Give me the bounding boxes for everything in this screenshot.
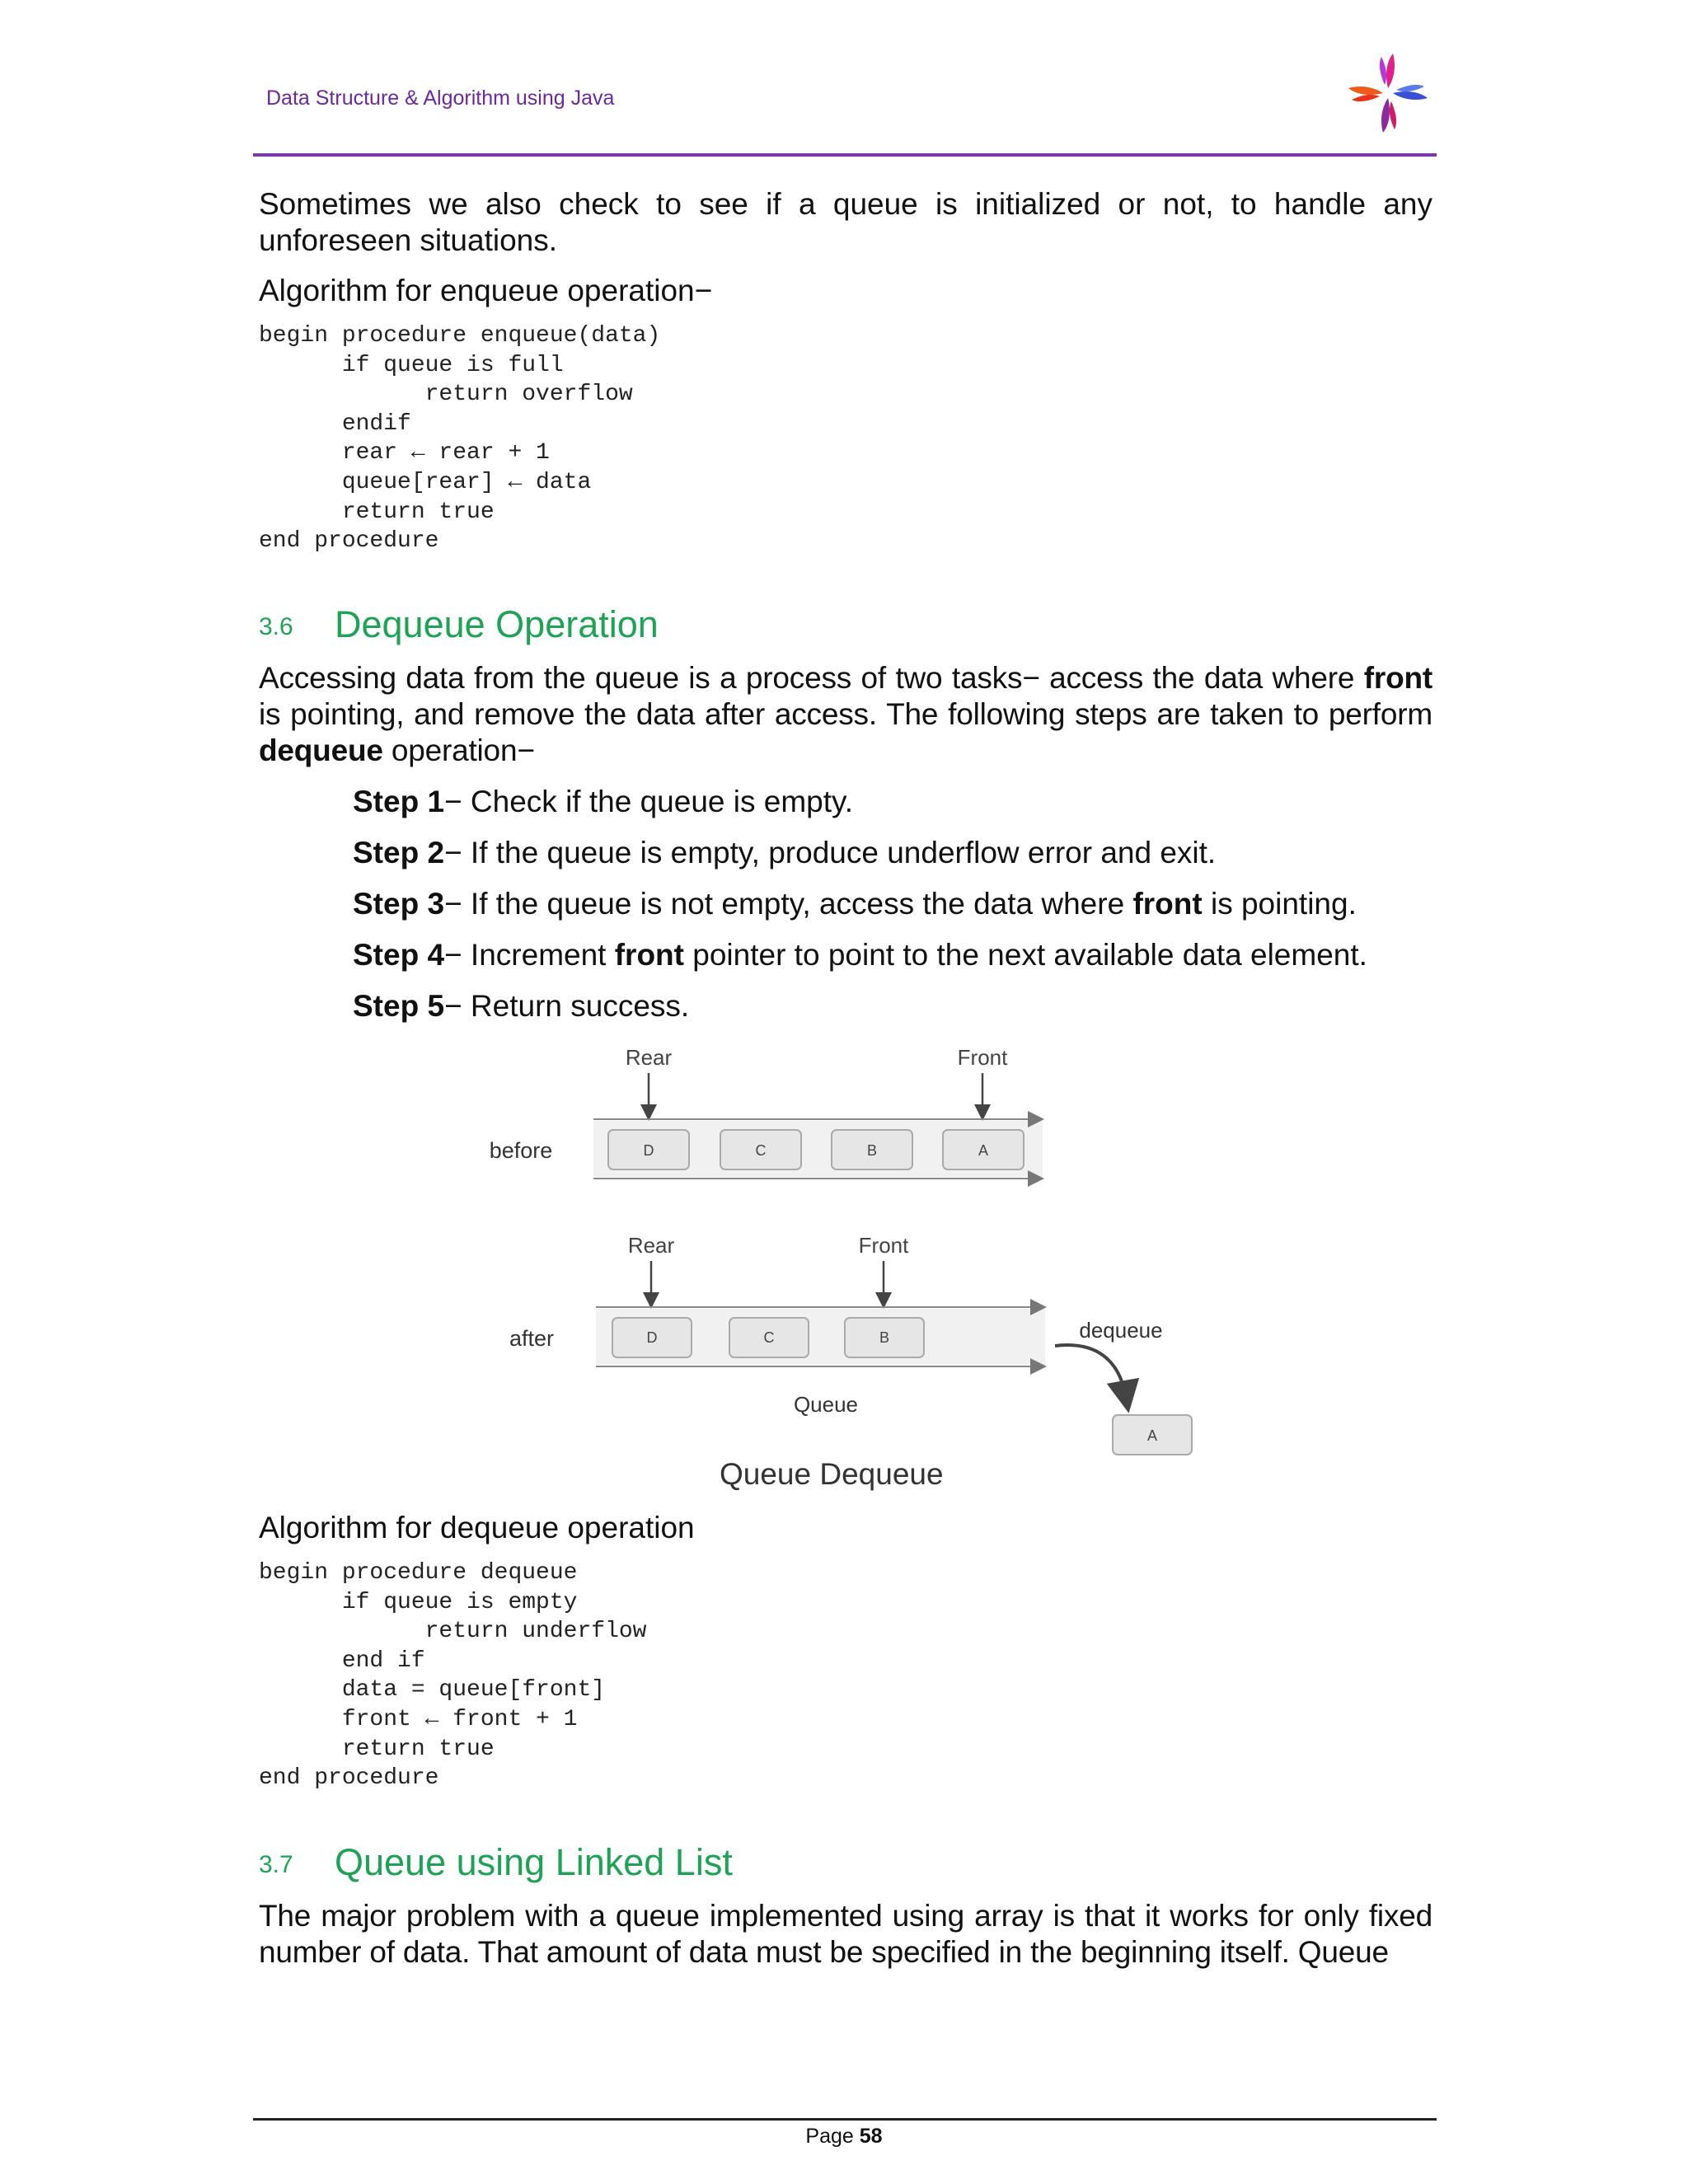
text-run: operation− xyxy=(382,733,535,767)
bold-term-front: front xyxy=(1132,887,1203,921)
bold-term-front: front xyxy=(614,938,684,972)
queue-dequeue-figure xyxy=(462,1034,1220,1504)
dequeue-arrow xyxy=(1055,1345,1126,1397)
step-label: Step 5 xyxy=(353,989,445,1023)
step-item xyxy=(353,784,853,820)
before-cell xyxy=(608,1130,689,1169)
page-footer xyxy=(0,2125,1688,2149)
step-text: − If the queue is not empty, access the data where xyxy=(444,887,1133,921)
section-number: 3.6 xyxy=(259,613,293,640)
step-text: is pointing. xyxy=(1202,887,1357,921)
svg-text:B: B xyxy=(866,1142,878,1159)
section-number: 3.7 xyxy=(259,1851,293,1878)
dequeue-algorithm-label: Algorithm for dequeue operation xyxy=(259,1511,695,1544)
step-label: Step 4 xyxy=(353,938,445,972)
queue-label: Queue xyxy=(793,1392,859,1417)
step-text: − Return success. xyxy=(444,989,690,1023)
enqueue-code-block: begin procedure enqueue(data) if queue is full return overflow endif rear ← rear + 1 queue[rear] ← data return true end procedure xyxy=(259,323,661,555)
section-title: Queue using Linked List xyxy=(335,1841,733,1883)
after-rear-label: Rear xyxy=(627,1233,675,1258)
step-text: pointer to point to the next available data element. xyxy=(683,938,1367,972)
dequeue-label: dequeue xyxy=(1079,1318,1163,1343)
linked-list-paragraph: The major problem with a queue implemented using array is that it works for only fixed number of data. That amount of data must be specified in the beginning itself. Queue xyxy=(259,1899,1432,1969)
bold-term-dequeue: dequeue xyxy=(259,733,383,767)
text-run: Accessing data from the queue is a process of two tasks− access the data where xyxy=(259,661,1364,695)
dequeue-intro-paragraph xyxy=(259,660,1432,769)
svg-text:A: A xyxy=(978,1142,989,1159)
before-cell xyxy=(720,1130,801,1169)
before-label: before xyxy=(489,1138,553,1163)
step-item xyxy=(353,835,1216,871)
before-rear-label: Rear xyxy=(625,1045,673,1070)
after-cell xyxy=(845,1318,924,1357)
svg-text:B: B xyxy=(879,1329,890,1346)
enqueue-algorithm-label: Algorithm for enqueue operation− xyxy=(259,274,713,307)
header-rule xyxy=(253,153,1437,157)
after-label: after xyxy=(509,1326,555,1351)
bold-term-front: front xyxy=(1363,661,1432,695)
after-cell xyxy=(612,1318,692,1357)
svg-text:A: A xyxy=(1146,1427,1158,1444)
after-front-label: Front xyxy=(858,1233,909,1258)
step-text: − If the queue is empty, produce underflow error and exit. xyxy=(444,836,1217,869)
step-label: Step 2 xyxy=(353,836,445,869)
figure-caption: Queue Dequeue xyxy=(720,1457,944,1491)
publisher-logo-icon xyxy=(1342,51,1434,135)
removed-cell xyxy=(1113,1415,1192,1455)
step-item xyxy=(353,886,1357,922)
page-prefix: Page xyxy=(805,2125,854,2148)
step-text: − Check if the queue is empty. xyxy=(444,785,854,818)
header-title: Data Structure & Algorithm using Java xyxy=(266,87,615,110)
svg-text:D: D xyxy=(643,1142,654,1159)
text-run: is pointing, and remove the data after access. The following steps are taken to perform xyxy=(259,697,1432,731)
dequeue-code-block: begin procedure dequeue if queue is empty return underflow end if data = queue[front] front ← front + 1 return true end procedure xyxy=(259,1560,647,1792)
page-number: 58 xyxy=(859,2125,883,2148)
before-front-label: Front xyxy=(957,1045,1008,1070)
after-cell xyxy=(729,1318,809,1357)
svg-text:C: C xyxy=(763,1329,775,1346)
svg-text:C: C xyxy=(755,1142,767,1159)
section-title: Dequeue Operation xyxy=(335,603,659,645)
step-item xyxy=(353,988,689,1024)
before-cell xyxy=(943,1130,1024,1169)
svg-text:D: D xyxy=(646,1329,658,1346)
step-label: Step 1 xyxy=(353,785,445,818)
intro-paragraph: Sometimes we also check to see if a queue is initialized or not, to handle any unforeseen situations. xyxy=(259,187,1432,257)
step-text: − Increment xyxy=(444,938,615,972)
footer-rule xyxy=(253,2118,1437,2121)
step-item xyxy=(353,937,1367,973)
before-cell xyxy=(832,1130,912,1169)
step-label: Step 3 xyxy=(353,887,445,921)
